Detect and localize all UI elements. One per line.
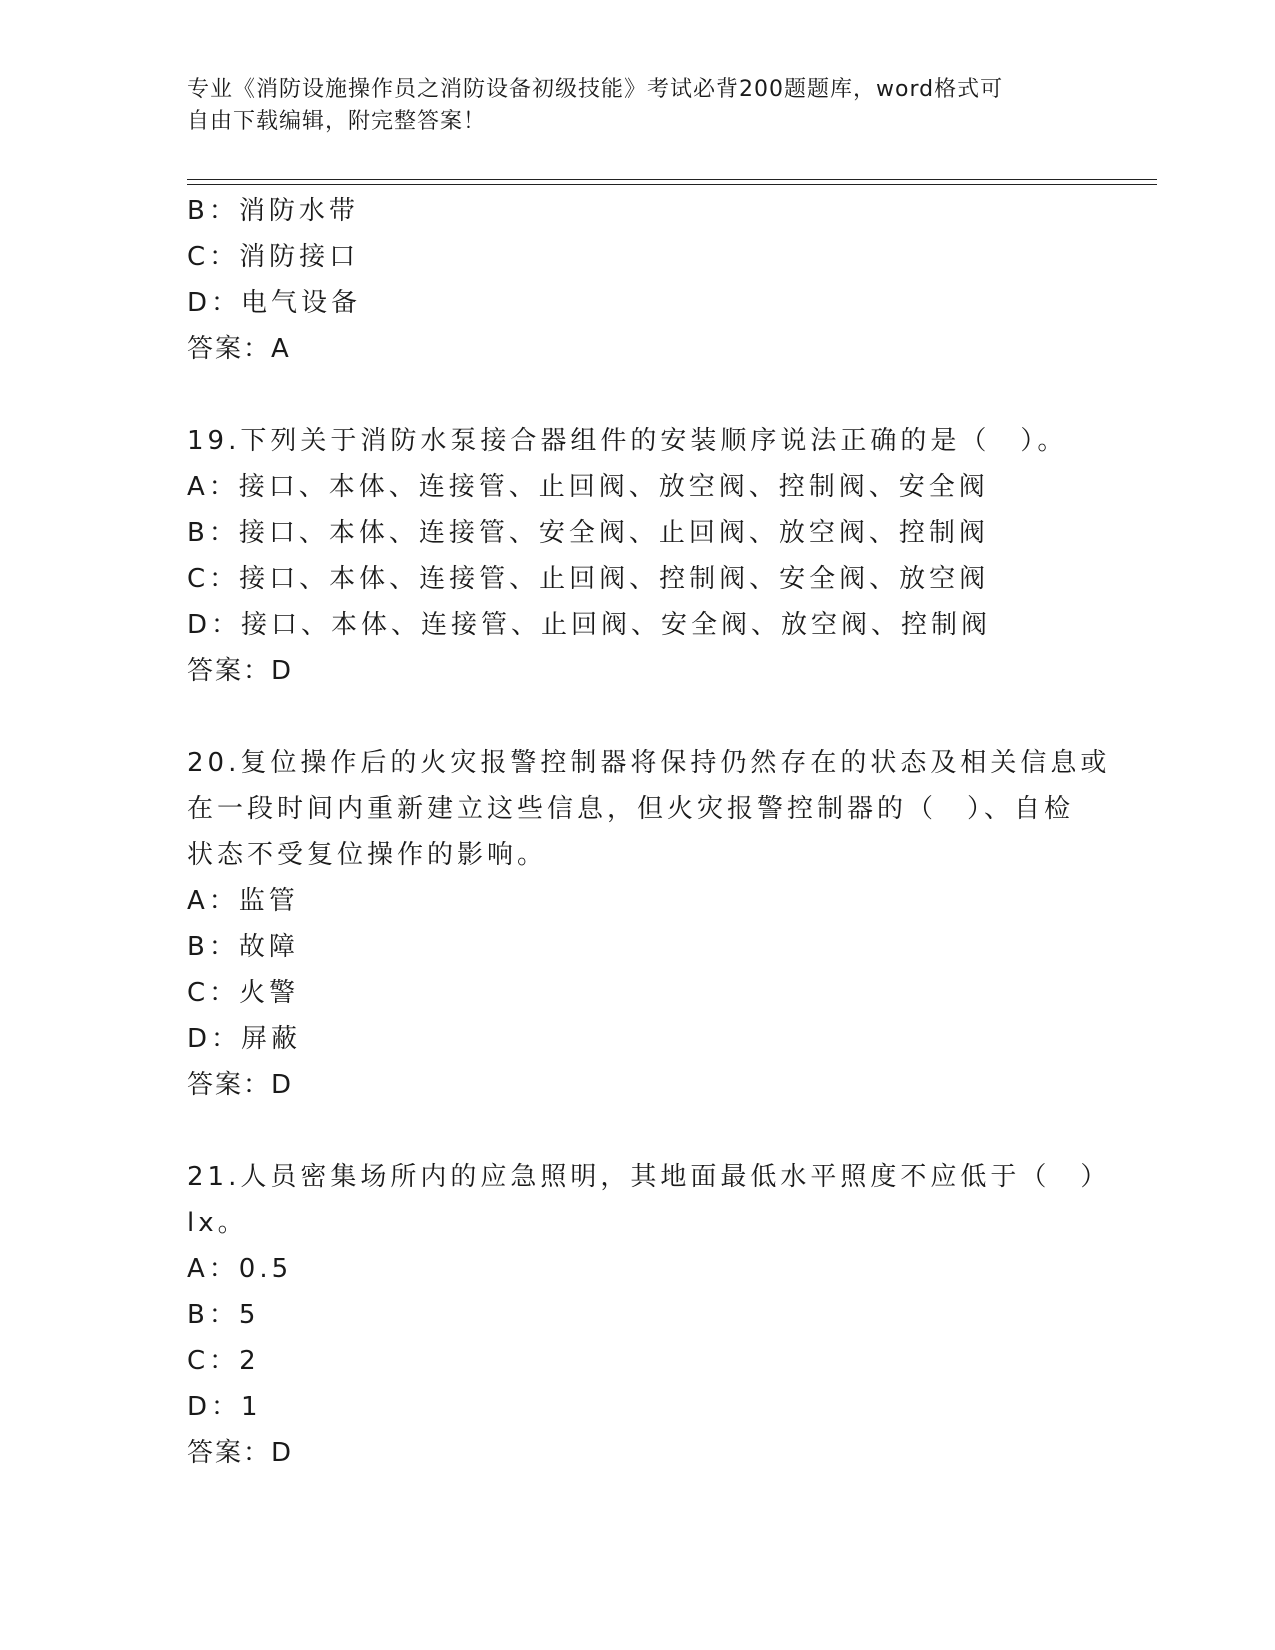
option-text: 电气设备 (241, 288, 362, 318)
option-key: C： (187, 978, 240, 1008)
option-text: 故障 (238, 932, 299, 962)
option-text: 监管 (238, 886, 299, 916)
header-divider-top (187, 179, 1157, 180)
option-key: A： (187, 1254, 239, 1284)
spacer (187, 1108, 1087, 1154)
question-block-21 (187, 1154, 1111, 1476)
option-key: A： (187, 472, 239, 502)
option-key: B： (187, 518, 239, 548)
option-c (187, 234, 1087, 280)
spacer (187, 694, 1087, 740)
header-title-line-1: 专业《消防设施操作员之消防设备初级技能》考试必背200题题库，word格式可 (187, 77, 1004, 102)
option-d (187, 602, 1087, 648)
option-text: 接口、本体、连接管、止回阀、控制阀、安全阀、放空阀 (239, 564, 990, 594)
option-key: B： (187, 932, 239, 962)
question-block-20 (187, 740, 1111, 1108)
option-text: 5 (238, 1300, 260, 1330)
option-text: 1 (241, 1392, 262, 1422)
answer-line: 答案：A (187, 334, 291, 364)
option-text: 0.5 (238, 1254, 293, 1284)
option-key: C： (187, 1346, 240, 1376)
document-header (187, 74, 1087, 138)
option-key: C： (187, 242, 240, 272)
option-text: 消防接口 (239, 242, 360, 272)
option-text: 接口、本体、连接管、止回阀、放空阀、控制阀、安全阀 (238, 472, 989, 502)
option-d (187, 280, 1087, 326)
option-b (187, 510, 1087, 556)
header-title-line-2: 自由下载编辑，附完整答案！ (187, 109, 487, 134)
option-key: D： (187, 1024, 242, 1054)
option-text: 接口、本体、连接管、安全阀、止回阀、放空阀、控制阀 (238, 518, 989, 548)
option-a (187, 878, 1087, 924)
question-list (187, 188, 1111, 1476)
answer-line: 答案：D (187, 1070, 294, 1100)
answer-line: 答案：D (187, 1438, 294, 1468)
option-text: 接口、本体、连接管、止回阀、安全阀、放空阀、控制阀 (241, 610, 992, 640)
option-key: B： (187, 196, 239, 226)
question-stem-line-2: lx。 (187, 1208, 248, 1238)
option-b (187, 924, 1087, 970)
answer-line: 答案：D (187, 656, 294, 686)
option-key: A： (187, 886, 239, 916)
option-a (187, 464, 1087, 510)
option-c (187, 556, 1087, 602)
question-block-prev (187, 188, 1087, 372)
question-stem-line-1: 21.人员密集场所内的应急照明，其地面最低水平照度不应低于（ ） (187, 1162, 1111, 1192)
question-block-19 (187, 418, 1087, 694)
option-text: 2 (239, 1346, 260, 1376)
option-text: 消防水带 (238, 196, 359, 226)
option-d (187, 1016, 1087, 1062)
question-stem-line-2: 在一段时间内重新建立这些信息，但火灾报警控制器的（ ）、自检 (187, 794, 1075, 824)
question-stem-line-1: 20.复位操作后的火灾报警控制器将保持仍然存在的状态及相关信息或 (187, 748, 1111, 778)
option-b (187, 1292, 1087, 1338)
question-stem-line-3: 状态不受复位操作的影响。 (187, 840, 548, 870)
option-a (187, 1246, 1087, 1292)
question-stem: 19.下列关于消防水泵接合器组件的安装顺序说法正确的是（ ）。 (187, 426, 1068, 456)
option-c (187, 970, 1087, 1016)
header-divider-bottom (187, 184, 1157, 185)
option-c (187, 1338, 1087, 1384)
option-text: 屏蔽 (241, 1024, 302, 1054)
option-key: D： (187, 610, 242, 640)
spacer (187, 372, 1087, 418)
option-key: D： (187, 1392, 242, 1422)
option-b (187, 188, 1087, 234)
option-d (187, 1384, 1087, 1430)
option-key: B： (187, 1300, 239, 1330)
option-text: 火警 (239, 978, 300, 1008)
option-key: D： (187, 288, 242, 318)
option-key: C： (187, 564, 240, 594)
